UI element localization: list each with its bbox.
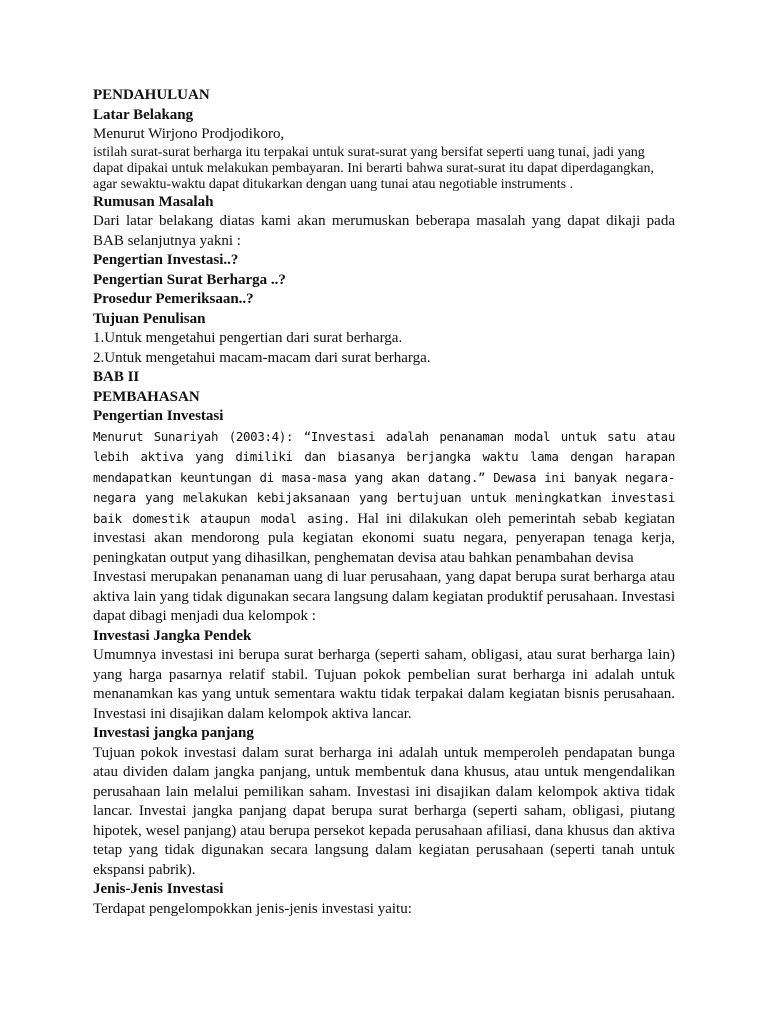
- heading-pembahasan: PEMBAHASAN: [93, 388, 200, 405]
- heading-pengertian-investasi: Pengertian Investasi: [93, 408, 224, 424]
- panjang-paragraph: Tujuan pokok investasi dalam surat berharga ini adalah untuk memperoleh pendapatan bunga atau dividen dalam jangka panjang, untuk membentuk dana khusus, atau untuk mengendalikan perusahaan lain melalui pemilikan saham. Investasi ini disajikan dalam kelompok aktiva tidak lancar. Investai jangka panjang dapat berupa surat berharga (seperti saham, obligasi, piutang hipotek, wesel panjang) atau berupa persekot kepada perusahaan afiliasi, dana khusus dan aktiva tetap yang tidak digunakan secara langsung dalam kegiatan perusahaan (seperti tanah untuk ekspansi pabrik).: [93, 744, 675, 878]
- tujuan-item-1: 1.Untuk mengetahui pengertian dari surat berharga.: [93, 330, 403, 346]
- question-investasi: Pengertian Investasi..?: [93, 252, 239, 268]
- pengertian-rest-segment: Hal ini dilakukan oleh pemerintah sebab kegiatan investasi akan mendorong pula kegiatan ekonomi suatu negara, penyerapan tenaga kerja, peningkatan output yang dihasilkan, penghematan devisa atau bahkan penambahan devisa: [93, 510, 676, 566]
- heading-tujuan-penulisan: Tujuan Penulisan: [93, 310, 206, 327]
- heading-investasi-jangka-panjang: Investasi jangka panjang: [93, 725, 254, 741]
- heading-pendahuluan: PENDAHULUAN: [93, 87, 210, 103]
- investasi-paragraph: Investasi merupakan penanaman uang di luar perusahaan, yang dapat berupa surat berharga atau aktiva lain yang tidak digunakan secara langsung dalam kegiatan produktif perusahaan. Investasi dapat dibagi menjadi dua kelompok :: [93, 569, 675, 624]
- heading-rumusan-masalah: Rumusan Masalah: [93, 193, 214, 210]
- heading-bab-ii: BAB II: [93, 369, 140, 385]
- question-prosedur: Prosedur Pemeriksaan..?: [93, 291, 254, 307]
- latar-paragraph: istilah surat-surat berharga itu terpakai untuk surat-surat yang bersifat seperti uang tunai, jadi yang dapat dipakai untuk melakukan pembayaran. Ini berarti bahwa surat-surat itu dapat diperdagangkan, agar sewaktu-waktu dapat ditukarkan dengan uang tunai atau negotiable instruments .: [93, 144, 654, 192]
- pendek-paragraph: Umumnya investasi ini berupa surat berharga (seperti saham, obligasi, atau surat berharga lain) yang harga pasarnya relatif stabil. Tujuan pokok pembelian surat berharga ini adalah untuk menanamkan kas yang untuk sementara waktu tidak terpakai dalam kegiatan bisnis perusahaan. Investasi ini disajikan dalam kelompok aktiva lancar.: [93, 647, 675, 722]
- heading-latar-belakang: Latar Belakang: [93, 106, 194, 123]
- document-page: [93, 86, 675, 919]
- rumusan-paragraph: Dari latar belakang diatas kami akan merumuskan beberapa masalah yang dapat dikaji pada BAB selanjutnya yakni :: [93, 213, 675, 249]
- pengertian-paragraph: [93, 427, 675, 569]
- heading-investasi-jangka-pendek: Investasi Jangka Pendek: [93, 627, 252, 644]
- jenis-paragraph: Terdapat pengelompokkan jenis-jenis investasi yaitu:: [93, 900, 412, 917]
- pengertian-quote-segment: Menurut Sunariyah (2003:4): “Investasi adalah penanaman modal untuk satu atau lebih aktiva yang dimiliki dan biasanya berjangka waktu lama dengan harapan mendapatkan keuntungan di masa-masa yang akan datang.” Dewasa ini banyak negara-negara yang melakukan kebijaksanaan yang bertujuan untuk meningkatkan investasi baik domestik ataupun modal asing.: [93, 428, 675, 526]
- heading-jenis-investasi: Jenis-Jenis Investasi: [93, 881, 224, 897]
- question-surat-berharga: Pengertian Surat Berharga ..?: [93, 271, 286, 288]
- latar-intro: Menurut Wirjono Prodjodikoro,: [93, 126, 285, 142]
- tujuan-item-2: 2.Untuk mengetahui macam-macam dari surat berharga.: [93, 349, 431, 366]
